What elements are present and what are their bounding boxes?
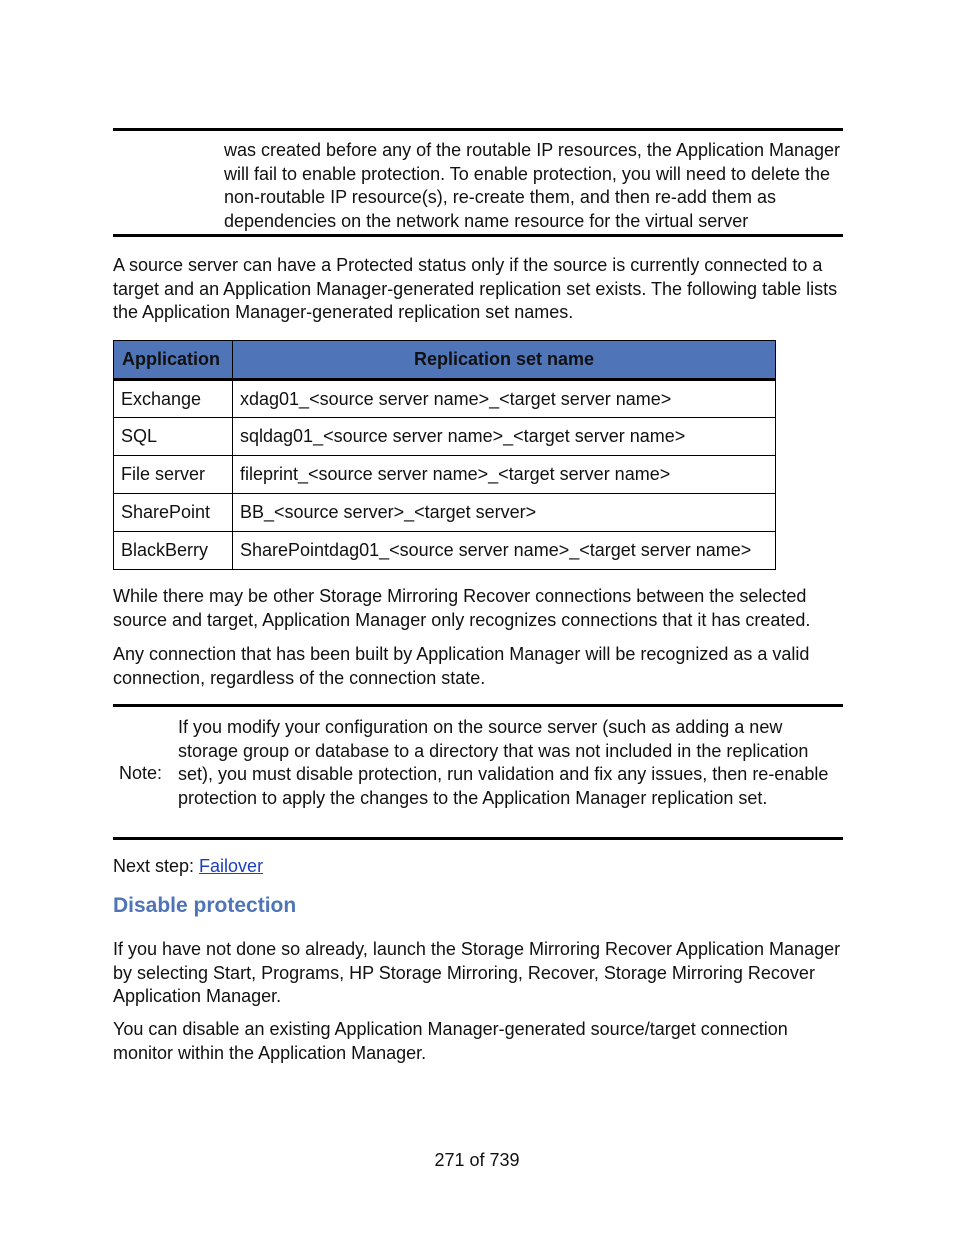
next-step xyxy=(113,855,845,879)
intro-paragraph: A source server can have a Protected status only if the source is currently connected to a target and an Application Manager-generated replication set exists. The following table lists the Application Manager-generated replication set names. xyxy=(113,255,838,322)
cell-application: SQL xyxy=(114,418,233,456)
column-header-application: Application xyxy=(114,341,233,380)
cell-replication-set-name: BB_<source server>_<target server> xyxy=(233,494,776,532)
table-row xyxy=(114,418,776,456)
table-row xyxy=(114,532,776,570)
cell-replication-set-name: SharePointdag01_<source server name>_<target server name> xyxy=(233,532,776,570)
top-note-text: was created before any of the routable IP resources, the Application Manager will fail to enable protection. To enable protection, you will need to delete the non-routable IP resource(s), re-create them, and then re-add them as dependencies on the network name resource for the virtual server xyxy=(224,140,841,231)
next-step-label: Next step: xyxy=(113,856,200,876)
page-number: 271 of 739 xyxy=(434,1150,520,1170)
failover-link[interactable]: Failover xyxy=(199,856,264,876)
table-row xyxy=(114,456,776,494)
connections-paragraph: While there may be other Storage Mirroring Recover connections between the selected source and target, Application Manager only recognizes connections that it has created. xyxy=(113,586,811,630)
table-row xyxy=(114,380,776,418)
cell-replication-set-name: fileprint_<source server name>_<target server name> xyxy=(233,456,776,494)
table-header-row xyxy=(114,341,776,380)
cell-application: File server xyxy=(114,456,233,494)
section-heading: Disable protection xyxy=(113,894,297,917)
note-box xyxy=(113,704,843,840)
launch-paragraph: If you have not done so already, launch the Storage Mirroring Recover Application Manager by selecting Start, Programs, HP Storage Mirroring, Recover, Storage Mirroring Recover Application Manager. xyxy=(113,939,841,1006)
note-label: Note: xyxy=(119,763,163,783)
disable-paragraph: You can disable an existing Application Manager-generated source/target connection monitor within the Application Manager. xyxy=(113,1019,788,1063)
cell-replication-set-name: sqldag01_<source server name>_<target server name> xyxy=(233,418,776,456)
column-header-replication-set-name: Replication set name xyxy=(233,341,776,380)
note-text: If you modify your configuration on the source server (such as adding a new storage group or database to a directory that was not included in the replication set), you must disable protection, run validation and fix any issues, then re-enable protection to apply the changes to the Application Manager replication set. xyxy=(178,717,829,808)
cell-replication-set-name: xdag01_<source server name>_<target server name> xyxy=(233,380,776,418)
cell-application: SharePoint xyxy=(114,494,233,532)
replication-set-table xyxy=(113,340,776,570)
top-note-box xyxy=(113,128,843,237)
valid-connection-paragraph: Any connection that has been built by Application Manager will be recognized as a valid connection, regardless of the connection state. xyxy=(113,644,810,688)
table-row xyxy=(114,494,776,532)
cell-application: BlackBerry xyxy=(114,532,233,570)
cell-application: Exchange xyxy=(114,380,233,418)
